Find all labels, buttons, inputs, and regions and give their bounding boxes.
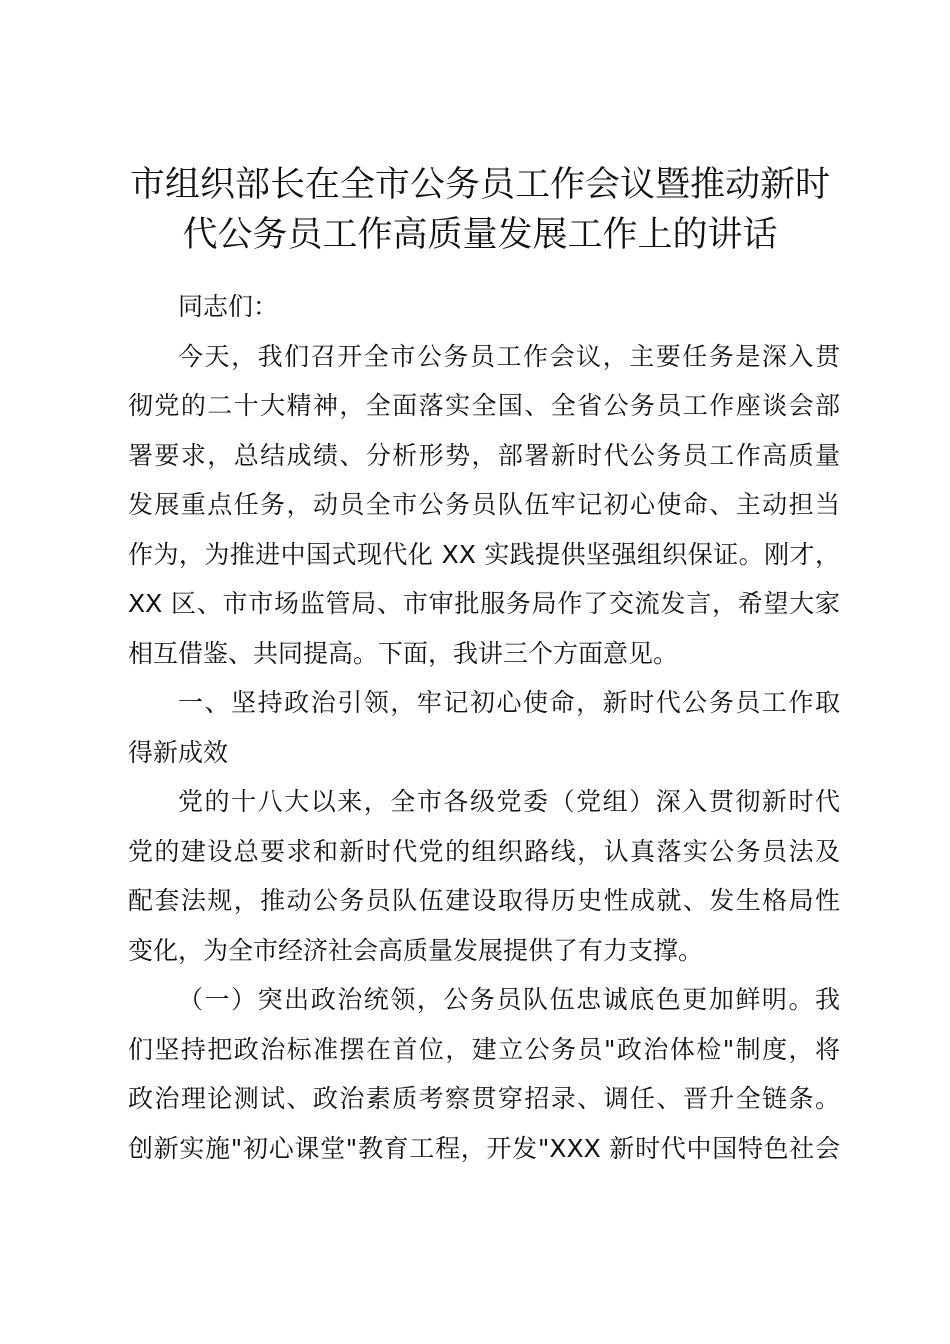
paragraph-line: 作为，为推进中国式现代化 XX 实践提供坚强组织保证。刚才， (128, 539, 840, 569)
paragraph-line: XX 区、市市场监管局、市审批服务局作了交流发言，希望大家 (128, 589, 840, 618)
heading-line: 一、坚持政治引领，牢记初心使命，新时代公务员工作取 (178, 688, 840, 717)
paragraph-line: 署要求，总结成绩、分析形势，部署新时代公务员工作高质量 (128, 440, 840, 470)
paragraph-line: 创新实施"初心课堂"教育工程，开发"XXX 新时代中国特色社会 (128, 1133, 840, 1163)
paragraph (128, 332, 840, 679)
paragraph-line: 配套法规，推动公务员队伍建设取得历史性成就、发生格局性 (128, 886, 840, 915)
heading-line: 得新成效 (128, 737, 229, 767)
paragraph-line: （一）突出政治统领，公务员队伍忠诚底色更加鲜明。我 (178, 985, 840, 1014)
paragraph-line: 变化，为全市经济社会高质量发展提供了有力支撑。 (128, 935, 704, 965)
section-heading (128, 678, 840, 777)
title-line: 市组织部长在全市公务员工作会议暨推动新时 (129, 165, 830, 205)
paragraph-line: 发展重点任务，动员全市公务员队伍牢记初心使命、主动担当 (128, 490, 840, 519)
paragraph-line: 们坚持把政治标准摆在首位，建立公务员"政治体检"制度，将 (128, 1034, 840, 1064)
paragraph (128, 777, 840, 975)
salutation: 同志们： (178, 292, 279, 321)
paragraph-line: 今天，我们召开全市公务员工作会议，主要任务是深入贯 (178, 341, 840, 371)
paragraph-line: 党的十八大以来，全市各级党委（党组）深入贯彻新时代 (178, 787, 840, 816)
paragraph-line: 相互借鉴、共同提高。下面，我讲三个方面意见。 (128, 638, 679, 668)
paragraph-line: 党的建设总要求和新时代党的组织路线，认真落实公务员法及 (128, 836, 840, 866)
document-body (128, 282, 840, 1173)
document-title (110, 160, 850, 260)
paragraph (128, 975, 840, 1173)
paragraph-line: 彻党的二十大精神，全面落实全国、全省公务员工作座谈会部 (128, 391, 840, 420)
paragraph-line: 政治理论测试、政治素质考察贯穿招录、调任、晋升全链条。 (128, 1084, 840, 1113)
title-line: 代公务员工作高质量发展工作上的讲话 (182, 215, 778, 255)
